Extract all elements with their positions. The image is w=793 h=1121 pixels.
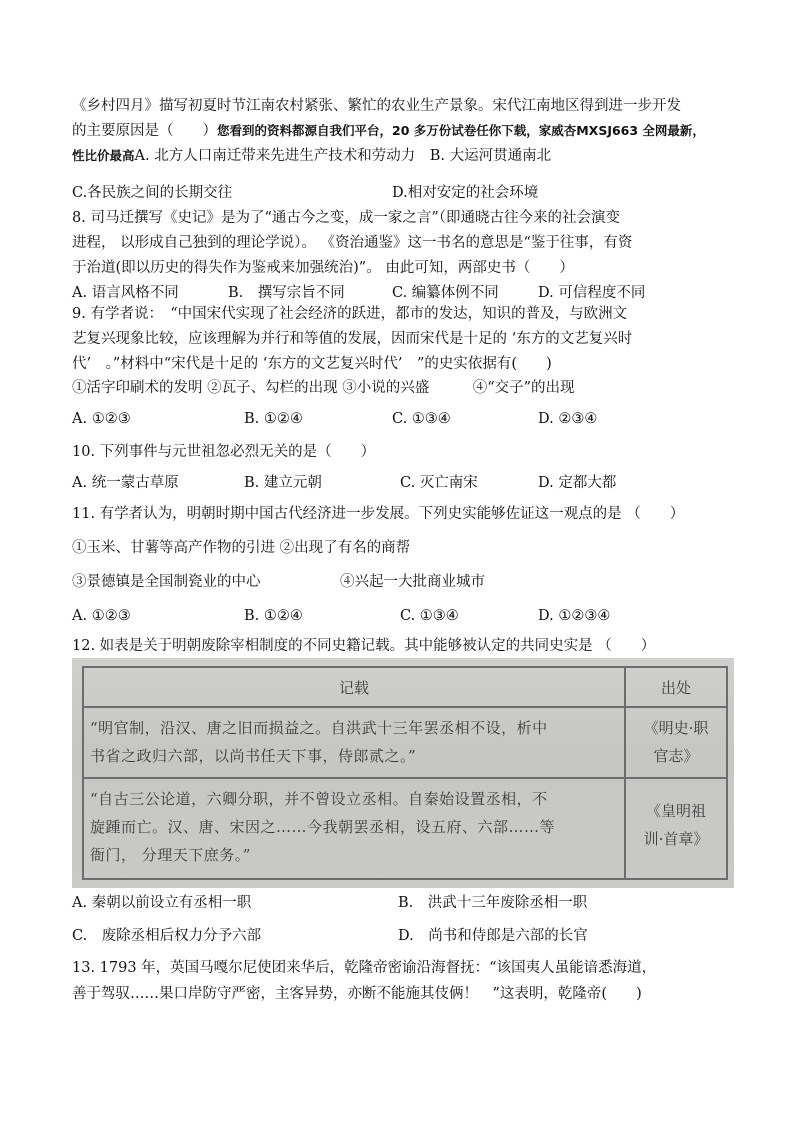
q10-option-b: B. 建立元朝 xyxy=(244,475,322,491)
q12-option-c: C. 废除丞相后权力分予六部 xyxy=(72,928,262,944)
q9-option-a: A. ①②③ xyxy=(72,411,131,427)
q8-option-b: B. 撰写宗旨不同 xyxy=(228,285,345,301)
record-line: “自古三公论道，六卿分职，并不曾设立丞相。自秦始设置丞相，不 xyxy=(90,789,548,808)
question-11-stem: 11. 有学者认为，明朝时期中国古代经济进一步发展。下列史实能够佐证这一观点的是 （ ） xyxy=(72,506,685,522)
q8-option-c: C. 编纂体例不同 xyxy=(392,285,499,301)
table-row xyxy=(83,707,727,778)
q9-option-b: B. ①②④ xyxy=(244,411,303,427)
table-cell-source xyxy=(625,778,727,879)
q11-option-d: D. ①②③④ xyxy=(538,608,611,624)
question-7-stem-line-2 xyxy=(72,121,705,141)
question-7-options-ab xyxy=(72,146,551,166)
question-9-stem-line-1: 9. 有学者说： “中国宋代实现了社会经济的跃进，都市的发达，知识的普及，与欧洲文 xyxy=(72,306,628,322)
record-line: “明官制，沿汉、唐之旧而损益之。自洪武十三年罢丞相不设，析中 xyxy=(90,719,548,737)
question-9-items: ①活字印刷术的发明 ②瓦子、勾栏的出现 ③小说的兴盛 ④“交子”的出现 xyxy=(72,380,575,396)
history-table-photo xyxy=(72,658,734,888)
question-11-item-4: ④兴起一大批商业城市 xyxy=(340,574,485,590)
q11-option-c: C. ①③④ xyxy=(400,608,459,624)
question-8-stem-line-2: 进程， 以形成自己独到的理论学说）。 《资治通鉴》这一书名的意思是“鉴于往事，有资 xyxy=(72,235,633,251)
source-line: 官志》 xyxy=(653,747,699,765)
record-line: 旋踵而亡。汉、唐、宋因之……今我朝罢丞相，设五府、六部……等 xyxy=(90,817,556,836)
question-13-stem-line-2: 善于驾驭……果口岸防守严密，主客异势，亦断不能施其伎俩！ ”这表明，乾隆帝( ) xyxy=(72,986,642,1002)
question-7-stem-end: 的主要原因是（ ） xyxy=(72,123,217,139)
table-header-source: 出处 xyxy=(625,667,727,707)
history-records-table xyxy=(82,666,728,880)
question-8-stem-line-1: 8. 司马迁撰写《史记》是为了“通古今之变，成一家之言”（即通晓古往今来的社会演变 xyxy=(72,210,621,226)
q12-option-a: A. 秦朝以前设立有丞相一职 xyxy=(72,895,252,911)
question-11-items-line-1: ①玉米、甘薯等高产作物的引进 ②出现了有名的商帮 xyxy=(72,540,411,556)
question-13-stem-line-1: 13. 1793 年，英国马嘎尔尼使团来华后，乾隆帝密谕沿海督抚：“该国夷人虽能谙悉海道， xyxy=(72,960,657,976)
q10-option-d: D. 定都大都 xyxy=(538,475,617,491)
q8-option-d: D. 可信程度不同 xyxy=(538,285,646,301)
q9-option-d: D. ②③④ xyxy=(538,411,598,427)
question-11-item-3: ③景德镇是全国制瓷业的中心 xyxy=(72,574,261,590)
source-line: 《皇明祖 xyxy=(645,801,706,820)
source-line: 训·首章》 xyxy=(643,829,709,848)
promo-text-end: 性比价最高 xyxy=(72,148,135,163)
q7-option-a: A. 北方人口南迁带来先进生产技术和劳动力 xyxy=(134,148,416,164)
table-cell-record xyxy=(83,707,625,778)
q9-option-c: C. ①③④ xyxy=(392,411,451,427)
q7-option-b: B. 大运河贯通南北 xyxy=(429,148,552,164)
question-7-stem-line-1: 《乡村四月》描写初夏时节江南农村紧张、繁忙的农业生产景象。宋代江南地区得到进一步开发 xyxy=(72,98,681,114)
promo-text: 您看到的资料都源自我们平台，20 多万份试卷任你下载，家威杏MXSJ663 全网最新， xyxy=(217,123,705,138)
record-line: 衙门， 分理天下庶务。” xyxy=(90,845,251,864)
q10-option-a: A. 统一蒙古草原 xyxy=(72,475,179,491)
q11-option-a: A. ①②③ xyxy=(72,608,131,624)
table-row xyxy=(83,778,727,879)
question-8-stem-line-3: 于治道(即以历史的得失作为鉴戒来加强统治)”。 由此可知，两部史书（ ） xyxy=(72,260,574,276)
table-cell-source xyxy=(625,707,727,778)
record-line: 书省之政归六部，以尚书任天下事，侍郎贰之。” xyxy=(90,747,417,765)
question-12-stem: 12. 如表是关于明朝废除宰相制度的不同史籍记载。其中能够被认定的共同史实是 （ ） xyxy=(72,638,656,654)
q11-option-b: B. ①②④ xyxy=(244,608,303,624)
table-cell-record xyxy=(83,778,625,879)
q10-option-c: C. 灭亡南宋 xyxy=(400,475,478,491)
source-line: 《明史·职 xyxy=(643,719,709,737)
question-9-stem-line-3: 代’ 。”材料中“宋代是十足的 ‘东方的文艺复兴时代’ ”的史实依据有( ) xyxy=(72,356,552,372)
question-9-stem-line-2: 艺复兴现象比较，应该理解为并行和等值的发展，因而宋代是十足的 ‘东方的文艺复兴时 xyxy=(72,331,633,347)
q8-option-a: A. 语言风格不同 xyxy=(72,285,179,301)
q12-option-b: B. 洪武十三年废除丞相一职 xyxy=(398,895,588,911)
q12-option-d: D. 尚书和侍郎是六部的长官 xyxy=(398,928,588,944)
q7-option-c: C.各民族之间的长期交往 xyxy=(72,185,233,201)
question-10-stem: 10. 下列事件与元世祖忽必烈无关的是（ ） xyxy=(72,444,376,460)
q7-option-d: D.相对安定的社会环境 xyxy=(392,185,539,201)
table-header-row xyxy=(83,667,727,707)
table-header-record: 记载 xyxy=(83,667,625,707)
